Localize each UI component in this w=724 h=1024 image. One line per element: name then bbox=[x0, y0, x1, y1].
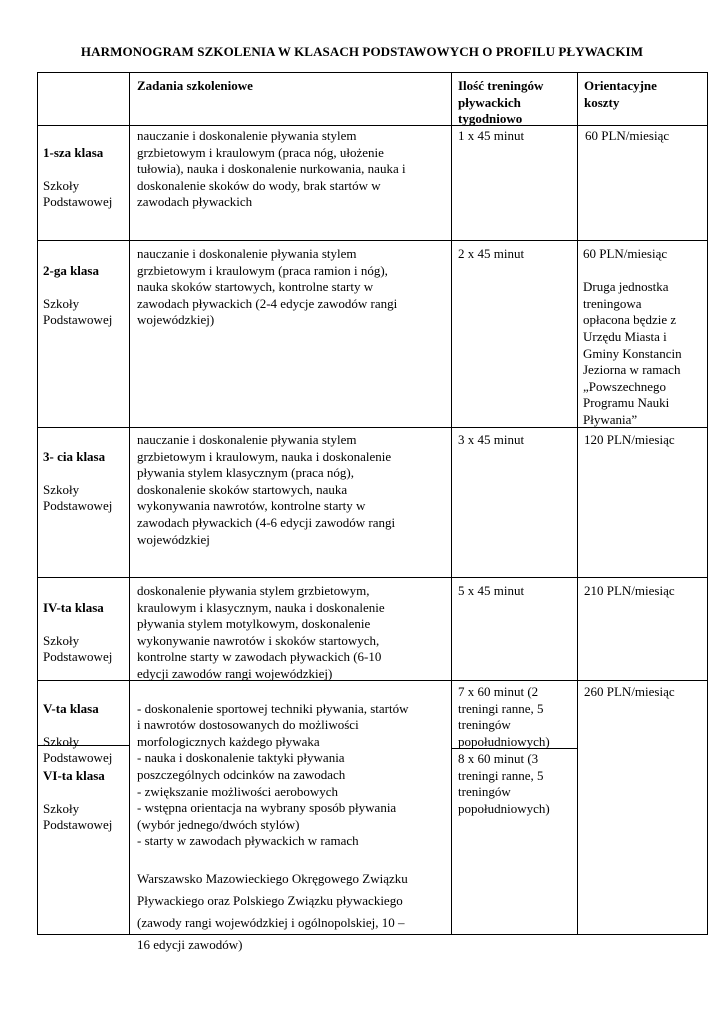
class-cell bbox=[43, 128, 112, 228]
header-count: Ilość treningów pływackich tygodniowo bbox=[458, 78, 544, 127]
tasks-cell: doskonalenie pływania stylem grzbietowym, kraulowym i klasycznym, nauka i doskonalenie pływania stylem motylkowym, doskonalenie wykonywanie nawrotów i skoków startowych, kontrolne starty w zawodach pływackich (6-10 edycji zawodów rangi wojewódzkiej) bbox=[137, 583, 385, 681]
tasks-text: - doskonalenie sportowej techniki pływania, startów i nawrotów dostosowanych do możliwości morfologicznych każdego pływaka - nauka i doskonalenie taktyki pływania poszczególnych odcinków na zawodach - zwiększanie możliwości aerobowych - wstępna orientacja na wybrany sposób pływania (wybór jednego/dwóch stylów) - starty w zawodach pływackich w ramach bbox=[137, 700, 409, 849]
class-name: VI-ta klasa bbox=[43, 767, 105, 783]
table-line bbox=[37, 72, 38, 935]
header-cost: Orientacyjne koszty bbox=[584, 78, 657, 110]
class-school: Szkoły Podstawowej bbox=[43, 481, 113, 514]
count-cell: 5 x 45 minut bbox=[458, 583, 525, 598]
table-line bbox=[577, 72, 578, 935]
class-cell bbox=[43, 583, 112, 683]
class-school: Szkoły Podstawowej bbox=[43, 177, 113, 210]
class-name: IV-ta klasa bbox=[43, 599, 104, 615]
cost-cell: 60 PLN/miesiąc Druga jednostka treningowa opłacona będzie z Urzędu Miasta i Gminy Konstancin Jeziorna w ramach „Powszechnego Programu Nauki Pływania” bbox=[583, 246, 682, 427]
count-cell: 3 x 45 minut bbox=[458, 432, 525, 447]
class-name: 3- cia klasa bbox=[43, 448, 106, 464]
tasks-text-continued: Warszawsko Mazowieckiego Okręgowego Związku Pływackiego oraz Polskiego Związku pływackiego (zawody rangi wojewódzkiej i ogólnopolskiej, 10 – 16 edycji zawodów) bbox=[137, 870, 408, 952]
table-line bbox=[451, 72, 452, 935]
class-school: Szkoły Podstawowej bbox=[43, 632, 113, 665]
table-line bbox=[129, 72, 130, 935]
cost-cell: 60 PLN/miesiąc bbox=[585, 128, 670, 143]
cost-cell: 210 PLN/miesiąc bbox=[584, 583, 675, 598]
cost-cell: 260 PLN/miesiąc bbox=[584, 684, 675, 699]
class-school: Szkoły Podstawowej bbox=[43, 295, 113, 328]
class-school: Szkoły Podstawowej bbox=[43, 733, 113, 766]
class-name: 1-sza klasa bbox=[43, 144, 104, 160]
count-cell: 2 x 45 minut bbox=[458, 246, 525, 261]
class-school: Szkoły Podstawowej bbox=[43, 800, 113, 833]
tasks-cell: nauczanie i doskonalenie pływania stylem grzbietowym i kraulowym, nauka i doskonalenie pływania stylem klasycznym (praca nóg), doskonalenie skoków startowych, nauka wykonywania nawrotów, kontrolne starty w zawodach pływackich (4-6 edycji zawodów rangi wojewódzkiej bbox=[137, 432, 396, 547]
table-line bbox=[37, 240, 708, 241]
tasks-cell bbox=[137, 684, 409, 972]
class-name: 2-ga klasa bbox=[43, 262, 99, 278]
header-tasks: Zadania szkoleniowe bbox=[137, 78, 253, 93]
table-line bbox=[707, 72, 708, 935]
tasks-cell: nauczanie i doskonalenie pływania stylem grzbietowym i kraulowym (praca ramion i nóg), nauka skoków startowych, kontrolne starty w zawodach pływackich (2-4 edycje zawodów rangi wojewódzkiej) bbox=[137, 246, 398, 328]
tasks-cell: nauczanie i doskonalenie pływania stylem grzbietowym i kraulowym (praca nóg, ułożenie tułowia), nauka i doskonalenie nurkowania, nauka i doskonalenie skoków do wody, brak startów w zawodach pływackich bbox=[137, 128, 406, 210]
table-line bbox=[37, 125, 708, 126]
count-cell: 7 x 60 minut (2 treningi ranne, 5 treningów popołudniowych) bbox=[458, 684, 550, 749]
class-cell bbox=[43, 246, 112, 346]
class-cell bbox=[43, 751, 112, 851]
table-line bbox=[37, 72, 708, 73]
count-cell: 8 x 60 minut (3 treningi ranne, 5 treningów popołudniowych) bbox=[458, 751, 550, 816]
count-cell: 1 x 45 minut bbox=[458, 128, 525, 143]
table-line bbox=[37, 577, 708, 578]
page-title: HARMONOGRAM SZKOLENIA W KLASACH PODSTAWOWYCH O PROFILU PŁYWACKIM bbox=[80, 44, 644, 59]
class-name: V-ta klasa bbox=[43, 700, 99, 716]
class-cell bbox=[43, 432, 112, 532]
cost-cell: 120 PLN/miesiąc bbox=[584, 432, 675, 447]
